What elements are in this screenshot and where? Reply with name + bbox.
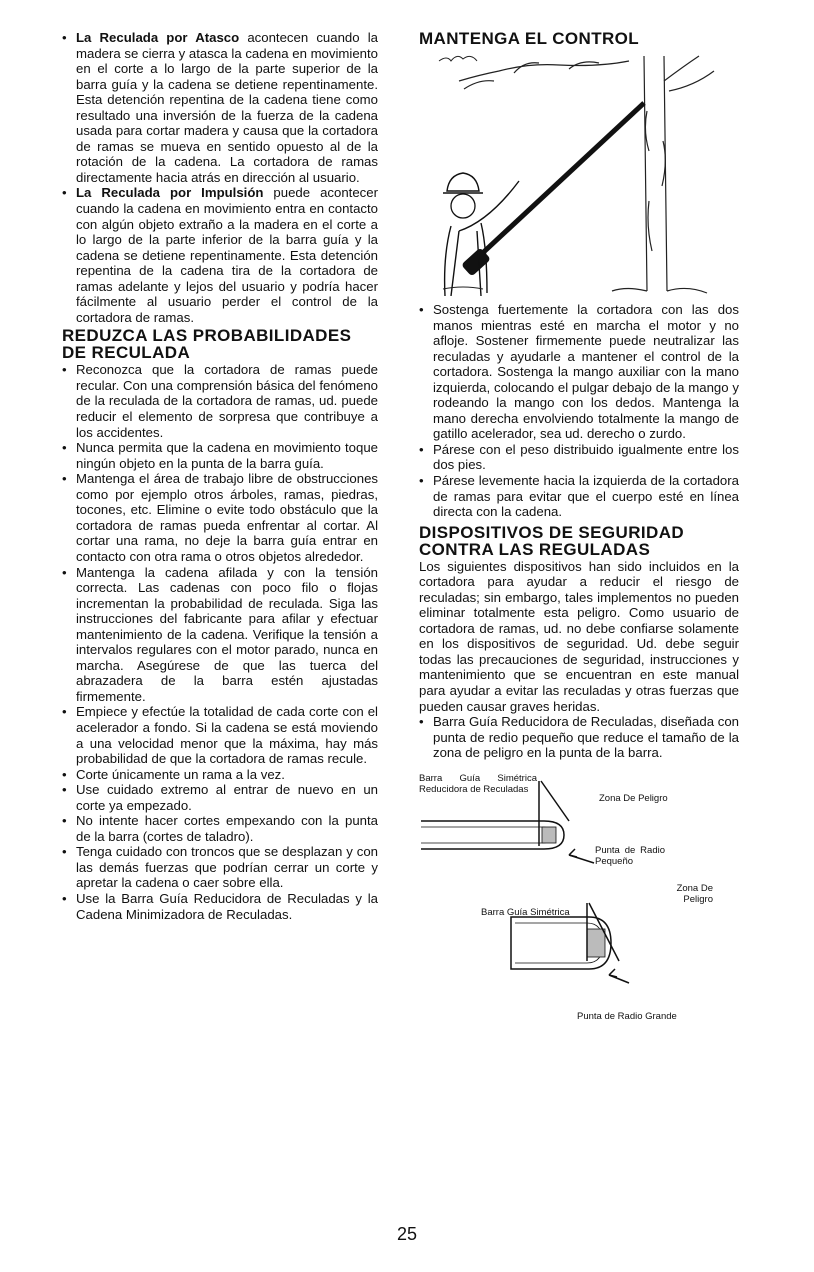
list-item: • Corte únicamente un rama a la vez.	[62, 767, 378, 783]
list-item: • Tenga cuidado con troncos que se desplazan y con las demás fuerzas que podrían cerrar un corte y apretar la cadena o caer sobre ella.	[62, 844, 378, 891]
term-pinch-kickback: La Reculada por Atasco	[76, 30, 240, 45]
list-item: • Barra Guía Reducidora de Reculadas, diseñada con punta de redio pequeño que reduce el tamaño de la zona de peligro en la punta de la barra.	[419, 714, 739, 761]
list-item: • Empiece y efectúe la totalidad de cada corte con el acelerador a fondo. Si la cadena se está moviendo a una velocidad menor que la máxima, hay más probabilidad de que la cortadora de ramas recule.	[62, 704, 378, 766]
list-item: • Use cuidado extremo al entrar de nuevo en un corte ya empezado.	[62, 782, 378, 813]
keep-control-list	[419, 302, 739, 520]
section-heading-safety-devices: DISPOSITIVOS DE SEGURIDAD CONTRA LAS REGULADAS	[419, 522, 685, 559]
guide-bar-drawings	[419, 771, 739, 1051]
pruner-operator-illustration	[419, 51, 739, 296]
bullet-text: puede acontecer cuando la cadena en movimiento entra en contacto con algún objeto extraño a la madera en el corte a lo largo de la parte inferior de la barra guía y la cadena se detiene repentinamente. Esta detención repentina de la cadena tira de la cortadora de ramas adelante y lejos del usuario y podría hacer fácilmente al usuario perder el control de la cortadora de ramas.	[76, 185, 378, 325]
term-pushback-kickback: La Reculada por Impulsión	[76, 185, 264, 201]
label-danger-zone-small: Zona De Peligro	[599, 792, 668, 804]
label-small-radius-tip: Punta de Radio Pequeño	[595, 844, 665, 867]
label-symmetric-bar: Barra Guía Simétrica	[481, 906, 570, 918]
tree-pruning-illustration	[419, 51, 739, 296]
kickback-types-list	[62, 30, 378, 325]
left-column	[62, 30, 378, 922]
reduce-kickback-list	[62, 362, 378, 922]
guide-bar-diagram	[419, 771, 739, 1051]
list-item: • Mantenga el área de trabajo libre de obstrucciones como por ejemplo otros árboles, ramas, piedras, tocones, etc. Elimine o evite todo obstáculo que la cortadora de ramas pueda enfrentar al cortar. Al cortar una rama, no deje la barra guía entrar en contacto con otra rama o otros objetos alrededor.	[62, 471, 378, 564]
safety-devices-list	[419, 714, 739, 761]
safety-devices-paragraph: Los siguientes dispositivos han sido incluidos en la cortadora para ayudar a reducir el riesgo de reculadas; sin embargo, tales implementos no pueden eliminar totalmente esta peligro. Como usuario de cortadora de ramas, ud. no debe confiarse solamente en los dispositivos de seguridad. Ud. debe seguir todas las precauciones de seguridad, instrucciones y mantenimiento que se encuentran en este manual para ayudar a evitar las reculadas y otras fuerzas que pueden causar graves heridas.	[419, 558, 739, 714]
list-item: • Nunca permita que la cadena en movimiento toque ningún objeto en la punta de la barra guía.	[62, 440, 378, 471]
label-danger-zone-large: Zona De Peligro	[676, 882, 713, 905]
list-item: • Mantenga la cadena afilada y con la tensión correcta. Las cadenas con poco filo o flojas incrementan la probabilidad de reculada. Siga las instrucciones del fabricante para afilar y efectuar mantenimiento de la cadena. Verifique la tensión a intervalos regulares con el motor parado, nunca en marcha. Asegúrese de que las tuerca del abrazadera de la barra estén ajustadas firmemente.	[62, 565, 378, 705]
list-item: • Párese levemente hacia la izquierda de la cortadora de ramas para evitar que el cuerpo esté en línea directa con la cadena.	[419, 473, 739, 520]
list-item: • Reconozca que la cortadora de ramas puede recular. Con una comprensión básica del fenómeno de la reculada de la cortadora de ramas, ud. puede reducir el elemento de sorpresa que contribuye a los accidentes.	[62, 362, 378, 440]
bullet-text: acontecen cuando la madera se cierra y atasca la cadena en movimiento en el corte a lo largo de la parte superior de la barra guía y la cadena se detiene repentinamente. Esta detención repentina de la cadena tiene como resultado una inversión de la fuerza de la cadena usada para cortar madera y causa que la cortadora de ramas se mueva en sentido opuesto al de la rotación de la cadena. La cortadora de ramas directamente hacia atrás en dirección al usuario.	[76, 30, 378, 185]
section-heading-keep-control: MANTENGA EL CONTROL	[419, 29, 640, 48]
list-item: • Sostenga fuertemente la cortadora con las dos manos mientras esté en marcha el motor y no afloje. Sostener firmemente puede neutralizar las reculadas y ayudarle a mantener el control de la cortadora. Sostenga la mango auxiliar con la mano izquierda, colocando el pulgar debajo de la mango y rodeando la mango con los dedos. Mantenga la mano derecha envolviendo totalmente la mango de gatillo acelerador, sea ud. derecho o zurdo.	[419, 302, 739, 442]
list-item: • Use la Barra Guía Reducidora de Reculadas y la Cadena Minimizadora de Reculadas.	[62, 891, 378, 922]
list-item: • Párese con el peso distribuido igualmente entre los dos pies.	[419, 442, 739, 473]
label-reduced-kickback-bar: Barra Guía Simétrica Reducidora de Reculadas	[419, 772, 537, 795]
list-item	[62, 30, 378, 185]
label-large-radius-tip: Punta de Radio Grande	[577, 1010, 677, 1022]
section-heading-reduce-kickback: REDUZCA LAS PROBABILIDADES DE RECULADA	[62, 326, 352, 363]
right-column	[419, 30, 739, 1051]
list-item: • No intente hacer cortes empexando con la punta de la barra (cortes de taladro).	[62, 813, 378, 844]
page-number: 25	[396, 1224, 418, 1244]
list-item	[62, 185, 378, 325]
